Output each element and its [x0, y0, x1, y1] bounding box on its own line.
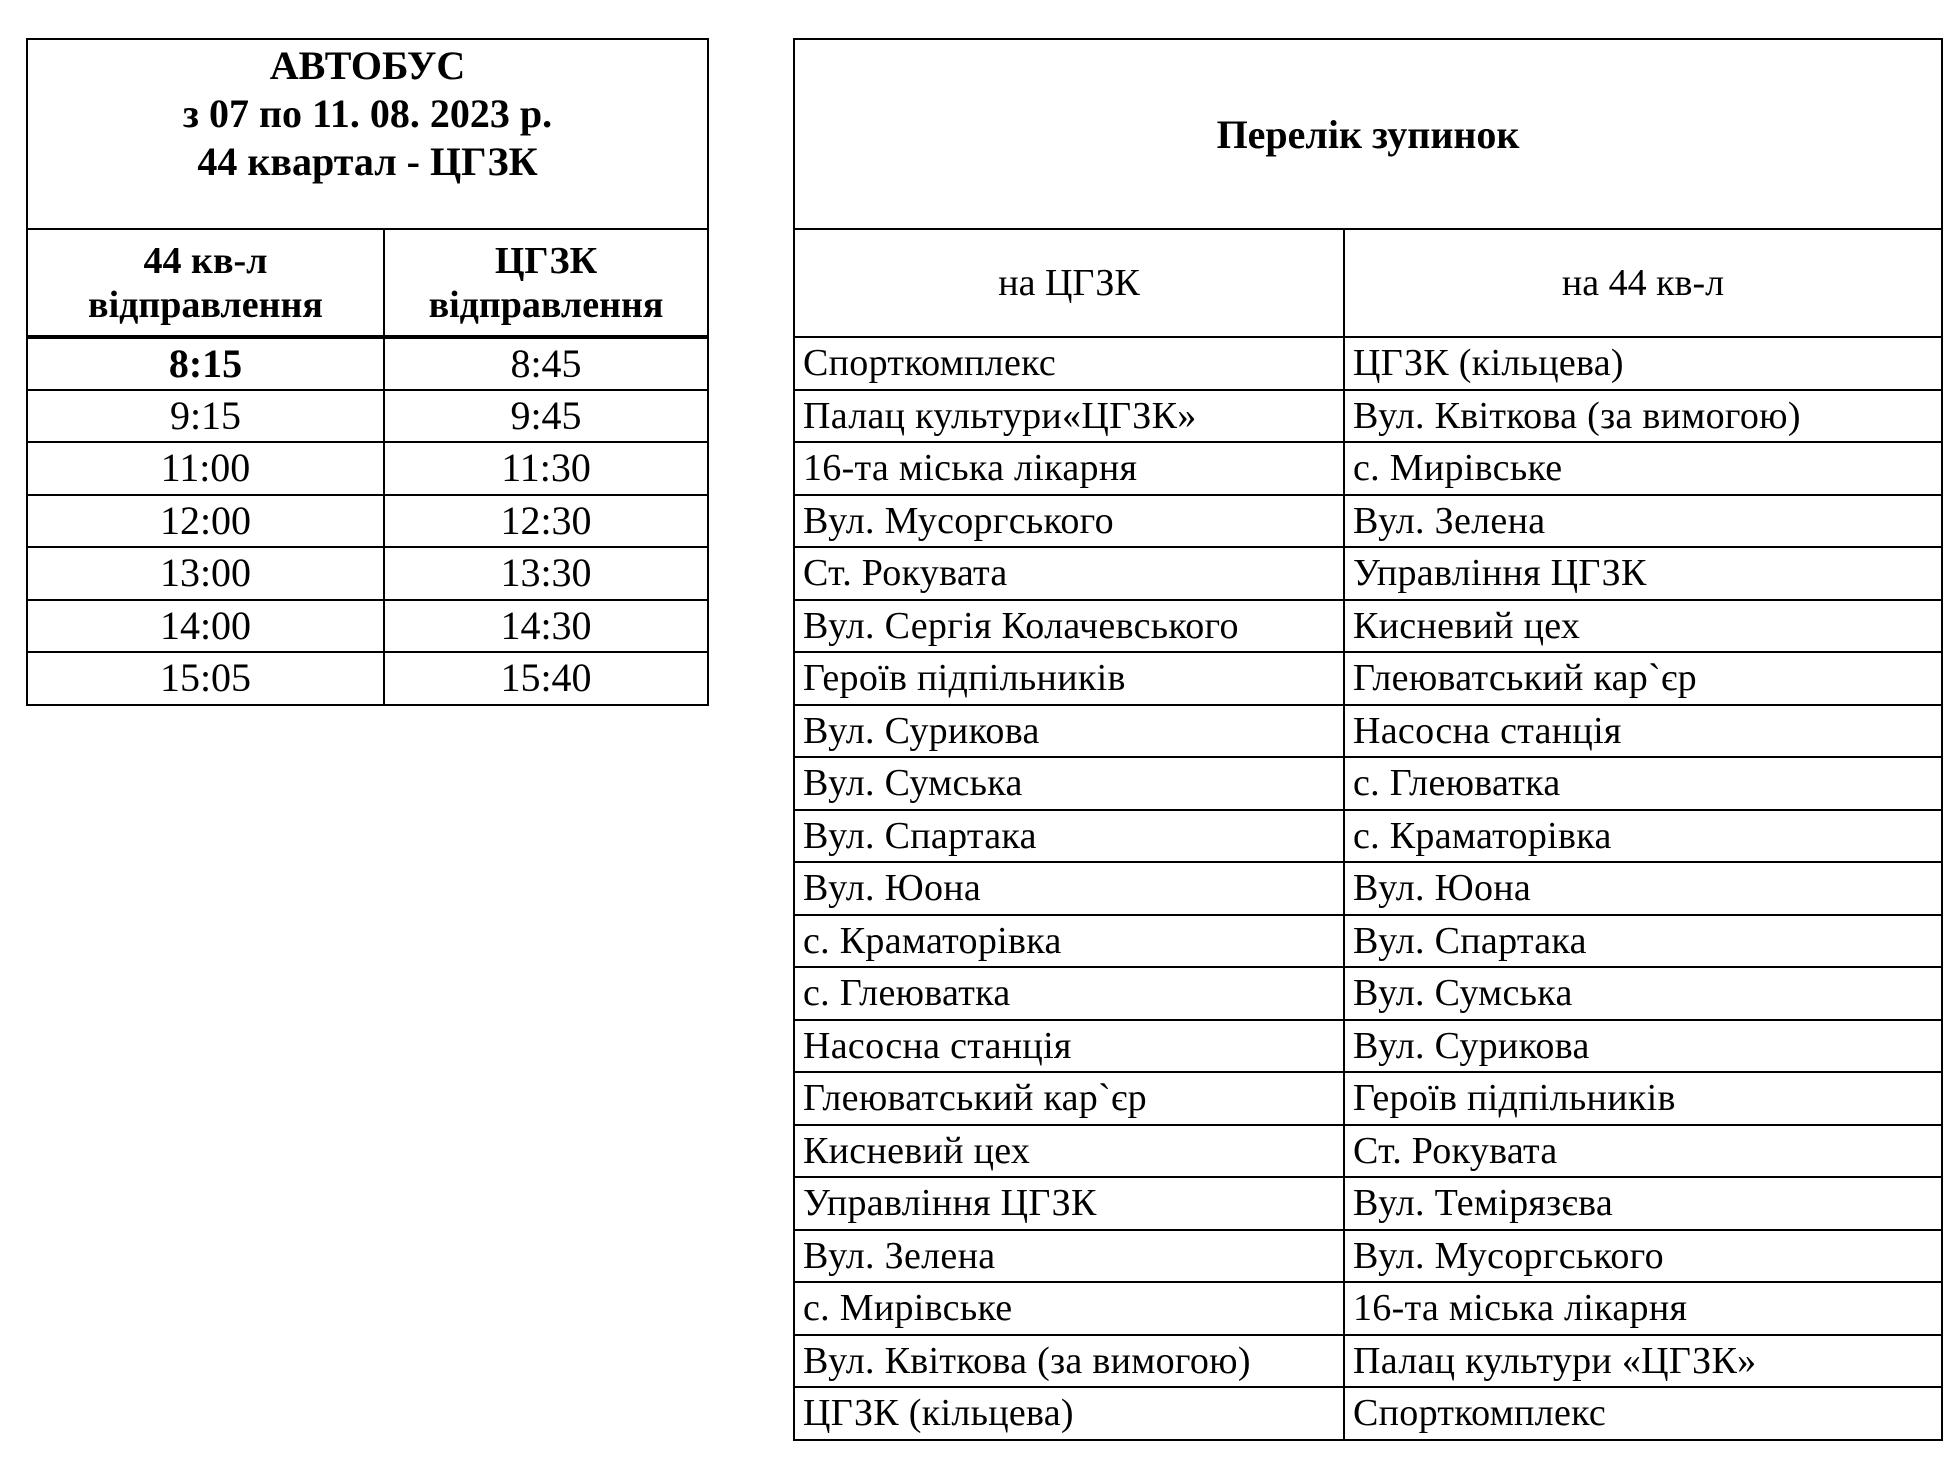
stop-to-cgzk: Вул. Сурикова — [794, 705, 1344, 758]
departure-cgzk: 14:30 — [384, 600, 708, 653]
stop-to-44-kvartal: с. Мирівське — [1344, 442, 1942, 495]
stop-row — [794, 810, 1942, 863]
departure-44-kvartal: 8:15 — [27, 337, 384, 390]
stop-to-cgzk: Насосна станція — [794, 1020, 1344, 1073]
stop-to-44-kvartal: Героїв підпільників — [1344, 1072, 1942, 1125]
departure-cgzk: 8:45 — [384, 337, 708, 390]
column-header-line: відправлення — [88, 283, 323, 326]
departure-cgzk: 13:30 — [384, 547, 708, 600]
schedule-title-line-1: АВТОБУС — [269, 43, 466, 88]
stop-to-cgzk: Кисневий цех — [794, 1125, 1344, 1178]
stop-to-44-kvartal: Вул. Темірязєва — [1344, 1177, 1942, 1230]
stop-to-cgzk: с. Глеюватка — [794, 967, 1344, 1020]
stops-body — [794, 337, 1942, 1440]
stop-to-cgzk: Вул. Спартака — [794, 810, 1344, 863]
stop-row — [794, 1020, 1942, 1073]
stops-title-row — [794, 39, 1942, 229]
departure-cgzk: 11:30 — [384, 442, 708, 495]
departure-44-kvartal: 13:00 — [27, 547, 384, 600]
direction-header-to-cgzk: на ЦГЗК — [794, 229, 1344, 337]
schedule-row — [27, 390, 708, 443]
stop-row — [794, 442, 1942, 495]
stop-to-44-kvartal: Управління ЦГЗК — [1344, 547, 1942, 600]
stops-title: Перелік зупинок — [794, 39, 1942, 229]
schedule-title — [27, 39, 708, 229]
stop-to-44-kvartal: Палац культури «ЦГЗК» — [1344, 1335, 1942, 1388]
stop-to-44-kvartal: Вул. Зелена — [1344, 495, 1942, 548]
stop-to-cgzk: Палац культури«ЦГЗК» — [794, 390, 1344, 443]
column-header-cgzk-departure — [384, 229, 708, 337]
stop-row — [794, 1335, 1942, 1388]
stop-row — [794, 915, 1942, 968]
stop-to-44-kvartal: Вул. Квіткова (за вимогою) — [1344, 390, 1942, 443]
stop-row — [794, 1177, 1942, 1230]
stop-row — [794, 705, 1942, 758]
column-header-line: 44 кв-л — [143, 239, 268, 282]
stop-to-cgzk: Спорткомплекс — [794, 337, 1344, 390]
schedule-row — [27, 495, 708, 548]
stop-to-cgzk: Вул. Зелена — [794, 1230, 1344, 1283]
column-header-44-kvartal-departure — [27, 229, 384, 337]
stop-to-44-kvartal: Глеюватський кар`єр — [1344, 652, 1942, 705]
stop-row — [794, 1282, 1942, 1335]
stop-to-44-kvartal: Вул. Мусоргського — [1344, 1230, 1942, 1283]
column-header-line: ЦГЗК — [494, 239, 598, 282]
stop-to-44-kvartal: с. Глеюватка — [1344, 757, 1942, 810]
stop-row — [794, 1072, 1942, 1125]
schedule-row — [27, 600, 708, 653]
schedule-row — [27, 547, 708, 600]
stop-to-44-kvartal: Ст. Рокувата — [1344, 1125, 1942, 1178]
stop-row — [794, 495, 1942, 548]
departure-44-kvartal: 9:15 — [27, 390, 384, 443]
stop-to-cgzk: 16-та міська лікарня — [794, 442, 1344, 495]
stop-row — [794, 600, 1942, 653]
stop-to-44-kvartal: ЦГЗК (кільцева) — [1344, 337, 1942, 390]
stop-to-cgzk: Вул. Мусоргського — [794, 495, 1344, 548]
stop-to-cgzk: Героїв підпільників — [794, 652, 1344, 705]
column-header-line: відправлення — [428, 283, 664, 326]
stop-to-44-kvartal: Спорткомплекс — [1344, 1387, 1942, 1440]
direction-header-to-44-kvartal: на 44 кв-л — [1344, 229, 1942, 337]
stop-to-cgzk: Вул. Юона — [794, 862, 1344, 915]
stop-to-cgzk: Вул. Сергія Колачевського — [794, 600, 1344, 653]
schedule-row — [27, 337, 708, 390]
stop-to-44-kvartal: с. Краматорівка — [1344, 810, 1942, 863]
departure-44-kvartal: 11:00 — [27, 442, 384, 495]
schedule-title-line-2: з 07 по 11. 08. 2023 р. — [182, 91, 553, 136]
stops-header-row — [794, 229, 1942, 337]
departure-cgzk: 12:30 — [384, 495, 708, 548]
departure-44-kvartal: 12:00 — [27, 495, 384, 548]
stop-to-cgzk: Ст. Рокувата — [794, 547, 1344, 600]
schedule-header-row — [27, 229, 708, 337]
stop-to-44-kvartal: Насосна станція — [1344, 705, 1942, 758]
stop-to-44-kvartal: Вул. Сурикова — [1344, 1020, 1942, 1073]
stop-to-cgzk: Вул. Сумська — [794, 757, 1344, 810]
stop-to-44-kvartal: Вул. Спартака — [1344, 915, 1942, 968]
stop-to-cgzk: с. Мирівське — [794, 1282, 1344, 1335]
stop-to-cgzk: Вул. Квіткова (за вимогою) — [794, 1335, 1344, 1388]
stop-to-44-kvartal: Вул. Юона — [1344, 862, 1942, 915]
stop-to-cgzk: с. Краматорівка — [794, 915, 1344, 968]
stop-row — [794, 862, 1942, 915]
stop-row — [794, 757, 1942, 810]
stop-to-44-kvartal: 16-та міська лікарня — [1344, 1282, 1942, 1335]
stop-row — [794, 652, 1942, 705]
stop-to-44-kvartal: Вул. Сумська — [1344, 967, 1942, 1020]
stop-row — [794, 1230, 1942, 1283]
stops-list-table — [793, 38, 1943, 1441]
stop-to-44-kvartal: Кисневий цех — [1344, 600, 1942, 653]
stop-row — [794, 390, 1942, 443]
schedule-row — [27, 652, 708, 705]
stop-to-cgzk: ЦГЗК (кільцева) — [794, 1387, 1344, 1440]
bus-schedule-table — [26, 38, 709, 706]
schedule-title-row — [27, 39, 708, 229]
stop-to-cgzk: Управління ЦГЗК — [794, 1177, 1344, 1230]
stop-row — [794, 337, 1942, 390]
schedule-row — [27, 442, 708, 495]
stop-to-cgzk: Глеюватський кар`єр — [794, 1072, 1344, 1125]
departure-44-kvartal: 15:05 — [27, 652, 384, 705]
stop-row — [794, 967, 1942, 1020]
stop-row — [794, 547, 1942, 600]
departure-cgzk: 15:40 — [384, 652, 708, 705]
stop-row — [794, 1125, 1942, 1178]
stop-row — [794, 1387, 1942, 1440]
departure-cgzk: 9:45 — [384, 390, 708, 443]
departure-44-kvartal: 14:00 — [27, 600, 384, 653]
schedule-title-line-3: 44 квартал - ЦГЗК — [197, 139, 538, 184]
